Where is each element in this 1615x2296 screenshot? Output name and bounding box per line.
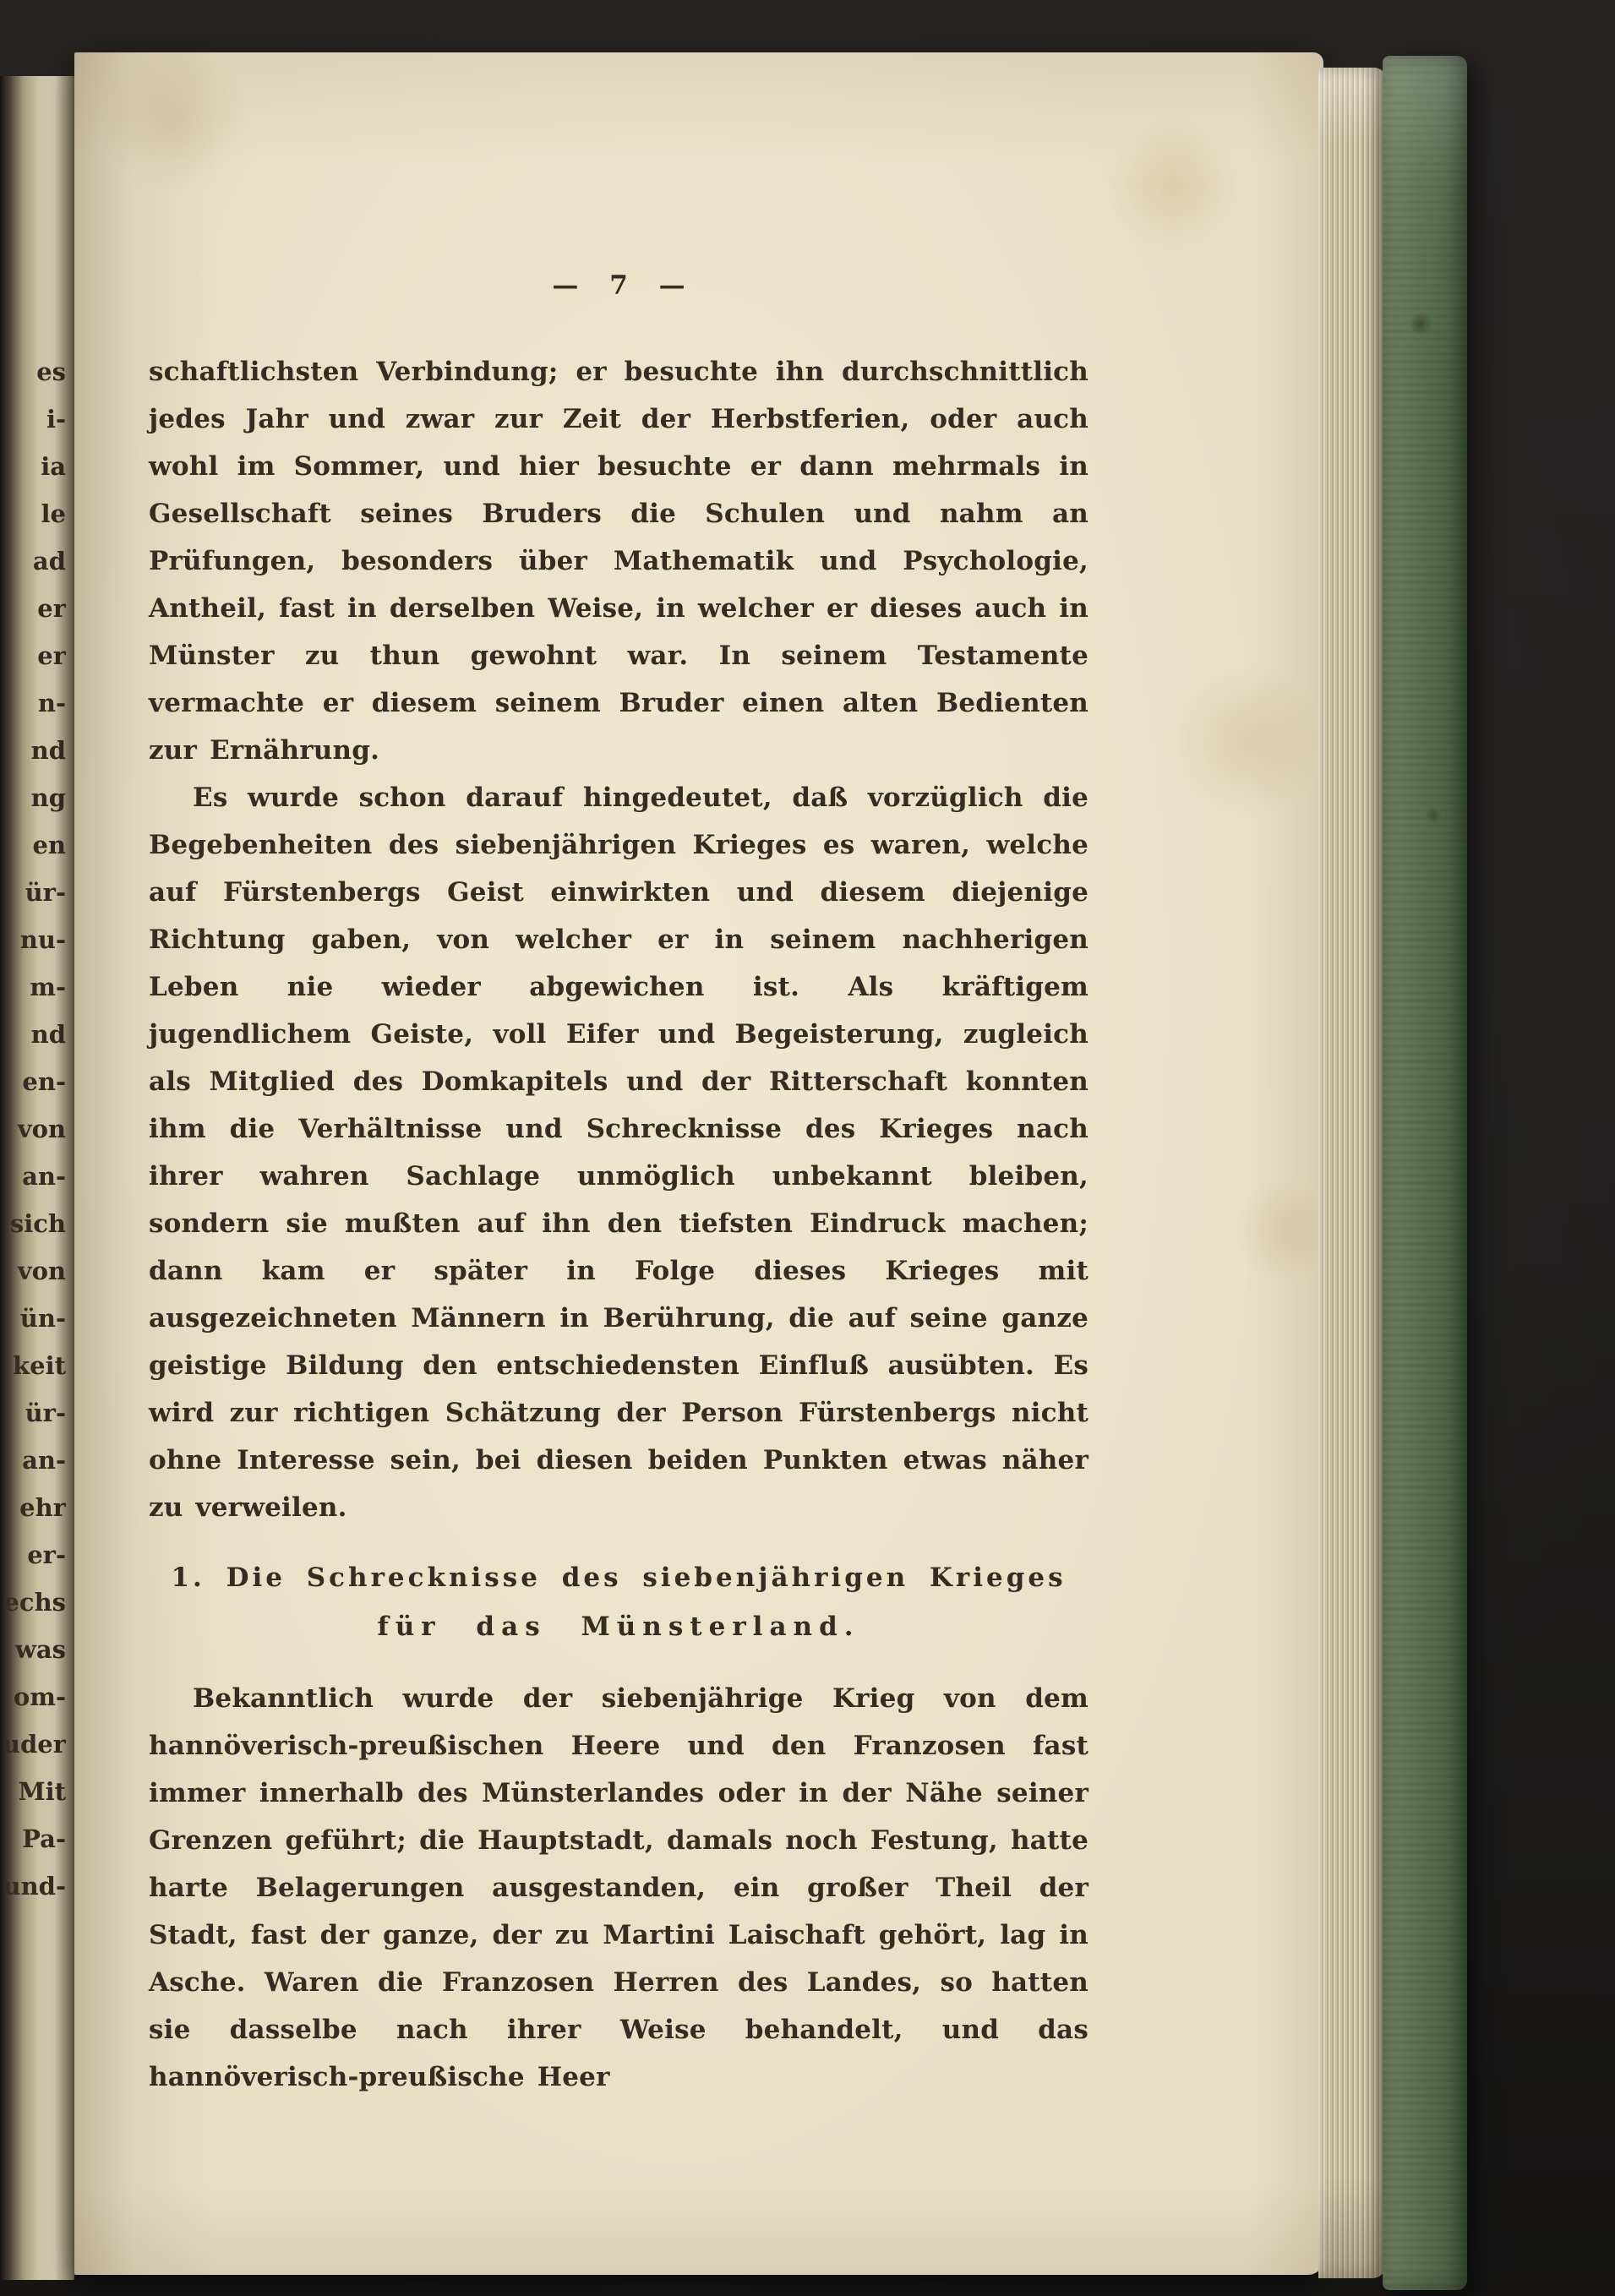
page-stack-edges <box>1318 68 1386 2278</box>
margin-fragment: nd <box>30 736 66 765</box>
margin-fragment: en <box>32 831 66 859</box>
margin-fragment: er- <box>27 1541 66 1569</box>
section-heading <box>149 1553 1088 1651</box>
body-paragraph: Bekanntlich wurde der siebenjährige Krieg von dem hannöverisch-preußischen Heere und den Franzosen fast immer innerhalb des Münsterlandes oder in der Nähe seiner Grenzen geführt; die Hauptstadt, damals noch Festung, hatte harte Belagerungen ausgestanden, ein großer Theil der Stadt, fast der ganze, der zu Martini Laischaft gehört, lag in Asche. Waren die Franzosen Herren des Landes, so hatten sie dasselbe nach ihrer Weise behandelt, und das hannöverisch-preußische Heer <box>149 1683 1088 2092</box>
margin-fragment: i- <box>46 405 66 434</box>
left-page-sliver <box>0 76 74 2280</box>
margin-fragment: en- <box>22 1067 66 1096</box>
margin-fragment: nd <box>30 1020 66 1049</box>
margin-fragment: er <box>37 641 66 670</box>
book-page <box>74 52 1323 2275</box>
margin-fragment: n- <box>37 689 66 717</box>
section-heading-line1: 1. Die Schrecknisse des siebenjährigen Krieges <box>171 1562 1067 1593</box>
margin-fragment: ng <box>30 783 66 812</box>
margin-fragment: uder <box>2 1730 66 1759</box>
margin-fragment: sich <box>9 1209 66 1238</box>
margin-fragment: nu- <box>19 925 66 954</box>
margin-fragment: le <box>41 499 66 528</box>
margin-fragment: ad <box>32 547 66 575</box>
margin-fragment: ia <box>41 452 66 481</box>
body-paragraph: schaftlichsten Verbindung; er besuchte ihn durchschnittlich jedes Jahr und zwar zur Zeit der Herbstferien, oder auch wohl im Sommer, und hier besuchte er dann mehrmals in Gesellschaft seines Bruders die Schulen und nahm an Prüfungen, besonders über Mathematik und Psychologie, Antheil, fast in derselben Weise, in welcher er dieses auch in Münster zu thun gewohnt war. In seinem Testamente vermachte er diesem seinem Bruder einen alten Bedienten zur Ernährung. <box>149 357 1088 766</box>
margin-fragment: er <box>37 594 66 623</box>
green-binding-spine <box>1383 56 1467 2290</box>
margin-fragment: an- <box>22 1446 66 1475</box>
margin-fragment: von <box>17 1257 66 1285</box>
margin-fragment: und- <box>3 1872 66 1901</box>
margin-fragment: ür- <box>25 1399 66 1427</box>
margin-fragment: was <box>14 1635 66 1664</box>
margin-fragment: Pa- <box>22 1824 66 1853</box>
margin-fragment: Mit <box>18 1777 66 1806</box>
margin-fragment: es <box>36 357 66 386</box>
margin-fragment: ehr <box>19 1493 66 1522</box>
margin-fragment: von <box>17 1115 66 1143</box>
body-paragraph: Es wurde schon darauf hingedeutet, daß vorzüglich die Begebenheiten des siebenjährigen Krieges es waren, welche auf Fürstenbergs Geist einwirkten und diesem diejenige Richtung gaben, von welcher er in seinem nachherigen Leben nie wieder abgewichen ist. Als kräftigem jugendlichem Geiste, voll Eifer und Begeisterung, zugleich als Mitglied des Domkapitels und der Ritterschaft konnten ihm die Verhältnisse und Schrecknisse des Krieges nach ihrer wahren Sachlage unmöglich unbekannt bleiben, sondern sie mußten auf ihn den tiefsten Eindruck machen; dann kam er später in Folge dieses Krieges mit ausgezeichneten Männern in Berührung, die auf seine ganze geistige Bildung den entschiedensten Einfluß ausübten. Es wird zur richtigen Schätzung der Person Fürstenbergs nicht ohne Interesse sein, bei diesen beiden Punkten etwas näher zu verweilen. <box>149 783 1088 1523</box>
margin-fragment: om- <box>13 1682 66 1711</box>
margin-fragment: an- <box>22 1162 66 1191</box>
left-page-fragments <box>0 348 66 1910</box>
page-number: — 7 — <box>552 270 685 301</box>
margin-fragment: ür- <box>25 878 66 907</box>
section-heading-line2: für das Münsterland. <box>377 1612 860 1642</box>
page-text <box>149 348 1088 2101</box>
margin-fragment: echs <box>3 1588 66 1617</box>
margin-fragment: m- <box>30 973 66 1001</box>
margin-fragment: keit <box>13 1351 66 1380</box>
margin-fragment: ün- <box>19 1304 66 1333</box>
